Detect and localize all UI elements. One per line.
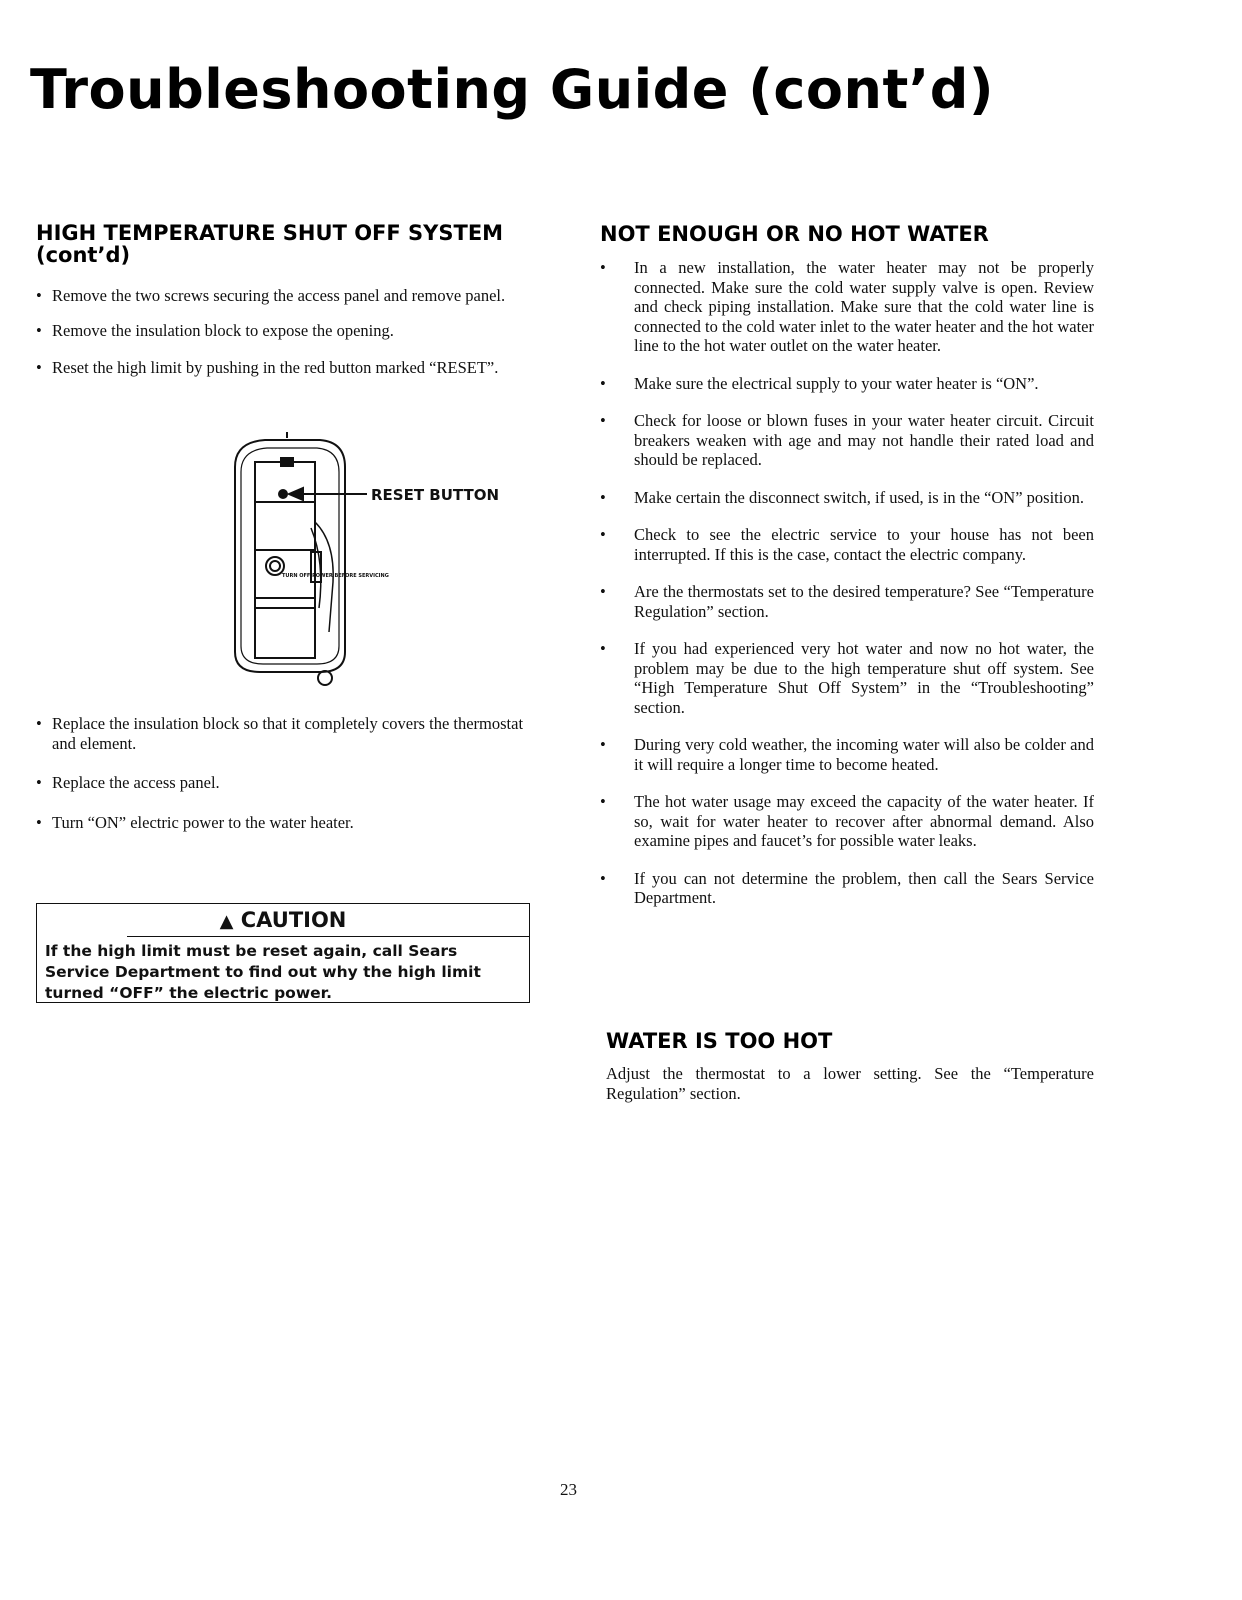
list-item: • Reset the high limit by pushing in the red button marked “RESET”.: [36, 358, 526, 378]
section-heading-no-hot-water: NOT ENOUGH OR NO HOT WATER: [600, 222, 989, 246]
housing-outline: [235, 440, 345, 672]
caution-heading: [37, 906, 529, 936]
section-heading-water-too-hot: WATER IS TOO HOT: [606, 1029, 833, 1053]
reset-button-icon: [279, 490, 287, 498]
page-title: Troubleshooting Guide (cont’d): [30, 58, 995, 121]
steps-after-list: [36, 714, 526, 832]
page-number: 23: [560, 1480, 577, 1499]
list-item: • Check for loose or blown fuses in your water heater circuit. Circuit breakers weaken with age and may not handle their rated load and should be replaced.: [600, 411, 1094, 470]
thermostat-reset-diagram: [225, 432, 515, 692]
heading-line-1: HIGH TEMPERATURE SHUT OFF SYSTEM: [36, 221, 504, 245]
caution-title: CAUTION: [240, 908, 347, 932]
list-item: • Check to see the electric service to your house has not been interrupted. If this is the case, contact the electric company.: [600, 525, 1094, 564]
water-too-hot-text: Adjust the thermostat to a lower setting. See the “Temperature Regulation” section.: [606, 1064, 1094, 1103]
section-heading-high-temp: [36, 222, 503, 266]
warning-triangle-icon: ▲: [219, 911, 234, 932]
list-item: • In a new installation, the water heater may not be properly connected. Make sure the cold water supply valve is open. Review and check piping installation. Make sure that the cold water line is connected to the cold water inlet to the water heater and the hot water line to the hot water outlet on the water heater.: [600, 258, 1094, 356]
list-item: • If you had experienced very hot water and now no hot water, the problem may be due to the high temperature shut off system. See “High Temperature Shut Off System” in the “Troubleshooting” section.: [600, 639, 1094, 717]
reset-button-callout: RESET BUTTON: [371, 486, 500, 504]
list-item: • Remove the two screws securing the access panel and remove panel.: [36, 286, 526, 306]
caution-box: [36, 903, 530, 1003]
list-item: • The hot water usage may exceed the capacity of the water heater. If so, wait for water heater to recover after abnormal demand. Also examine pipes and faucet’s for possible water leaks.: [600, 792, 1094, 851]
caution-text: If the high limit must be reset again, call Sears Service Department to find out why the high limit turned “OFF” the electric power.: [45, 942, 481, 1002]
thermostat-body: [255, 462, 315, 550]
list-item: • Remove the insulation block to expose the opening.: [36, 321, 526, 341]
panel-label: TURN OFF POWER BEFORE SERVICING: [282, 573, 389, 579]
list-item: • Turn “ON” electric power to the water heater.: [36, 813, 526, 833]
heading-line-2: (cont’d): [36, 243, 131, 267]
list-item: • If you can not determine the problem, then call the Sears Service Department.: [600, 869, 1094, 908]
list-item: • Replace the access panel.: [36, 773, 526, 793]
list-item: • Replace the insulation block so that it completely covers the thermostat and element.: [36, 714, 526, 753]
list-item: • Are the thermostats set to the desired temperature? See “Temperature Regulation” section.: [600, 582, 1094, 621]
list-item: • During very cold weather, the incoming water will also be colder and it will require a longer time to become heated.: [600, 735, 1094, 774]
list-item: • Make sure the electrical supply to your water heater is “ON”.: [600, 374, 1094, 394]
no-hot-water-list: [600, 258, 1094, 908]
steps-before-list: [36, 286, 526, 378]
list-item: • Make certain the disconnect switch, if used, is in the “ON” position.: [600, 488, 1094, 508]
